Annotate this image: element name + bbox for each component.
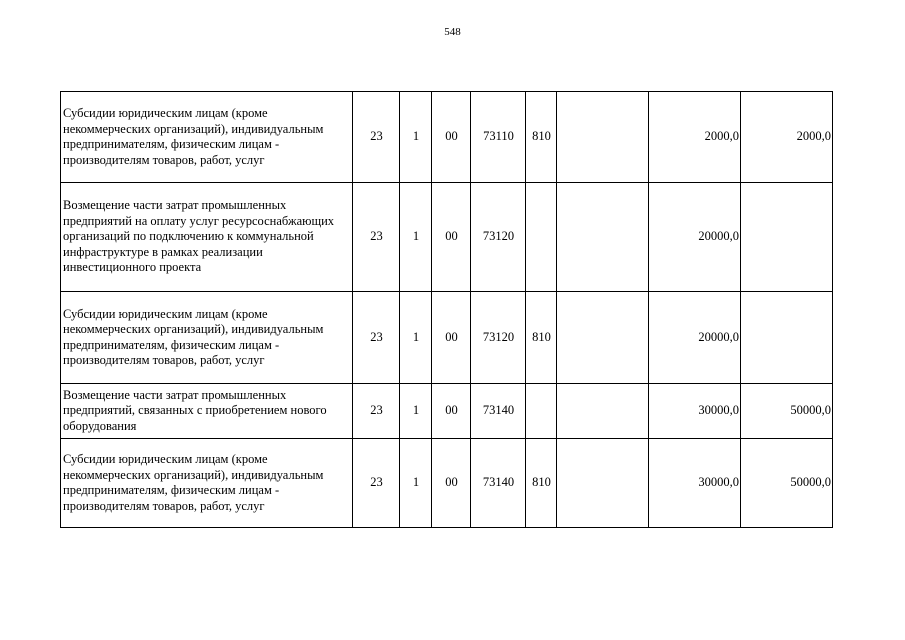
cell-amount-1 xyxy=(557,292,649,384)
table-row xyxy=(61,183,833,292)
row-description: Возмещение части затрат промышленных предприятий на оплату услуг ресурсоснабжающих организаций по подключению к коммунальной инфраструктуре в рамках реализации инвестиционного проекта xyxy=(61,183,353,292)
table-row xyxy=(61,92,833,183)
cell-expense-type: 810 xyxy=(526,439,557,528)
budget-table xyxy=(60,91,833,528)
table-row xyxy=(61,292,833,384)
table-row xyxy=(61,439,833,528)
cell-amount-1 xyxy=(557,439,649,528)
cell-subsection: 1 xyxy=(400,439,432,528)
cell-subsection: 1 xyxy=(400,384,432,439)
cell-amount-3: 50000,0 xyxy=(741,384,833,439)
cell-amount-2: 30000,0 xyxy=(649,439,741,528)
cell-program: 00 xyxy=(432,439,471,528)
row-description: Субсидии юридическим лицам (кроме некоммерческих организаций), индивидуальным предпринимателям, физическим лицам - производителям товаров, работ, услуг xyxy=(61,92,353,183)
cell-target-article: 73110 xyxy=(471,92,526,183)
cell-program: 00 xyxy=(432,92,471,183)
page-number: 548 xyxy=(444,26,461,38)
cell-amount-3: 50000,0 xyxy=(741,439,833,528)
cell-section: 23 xyxy=(353,292,400,384)
cell-amount-3 xyxy=(741,292,833,384)
cell-expense-type xyxy=(526,384,557,439)
cell-target-article: 73120 xyxy=(471,292,526,384)
row-description: Субсидии юридическим лицам (кроме некоммерческих организаций), индивидуальным предпринимателям, физическим лицам - производителям товаров, работ, услуг xyxy=(61,292,353,384)
table-row xyxy=(61,384,833,439)
cell-program: 00 xyxy=(432,292,471,384)
row-description: Возмещение части затрат промышленных предприятий, связанных с приобретением нового оборудования xyxy=(61,384,353,439)
cell-expense-type: 810 xyxy=(526,292,557,384)
cell-amount-2: 20000,0 xyxy=(649,183,741,292)
cell-section: 23 xyxy=(353,384,400,439)
cell-program: 00 xyxy=(432,384,471,439)
cell-amount-1 xyxy=(557,92,649,183)
cell-target-article: 73120 xyxy=(471,183,526,292)
cell-subsection: 1 xyxy=(400,292,432,384)
cell-target-article: 73140 xyxy=(471,439,526,528)
cell-program: 00 xyxy=(432,183,471,292)
cell-expense-type: 810 xyxy=(526,92,557,183)
cell-amount-2: 2000,0 xyxy=(649,92,741,183)
cell-amount-3 xyxy=(741,183,833,292)
cell-target-article: 73140 xyxy=(471,384,526,439)
cell-amount-1 xyxy=(557,183,649,292)
cell-expense-type xyxy=(526,183,557,292)
cell-section: 23 xyxy=(353,183,400,292)
cell-amount-2: 30000,0 xyxy=(649,384,741,439)
cell-amount-3: 2000,0 xyxy=(741,92,833,183)
cell-section: 23 xyxy=(353,439,400,528)
row-description: Субсидии юридическим лицам (кроме некоммерческих организаций), индивидуальным предпринимателям, физическим лицам - производителям товаров, работ, услуг xyxy=(61,439,353,528)
cell-section: 23 xyxy=(353,92,400,183)
cell-subsection: 1 xyxy=(400,183,432,292)
cell-subsection: 1 xyxy=(400,92,432,183)
cell-amount-2: 20000,0 xyxy=(649,292,741,384)
cell-amount-1 xyxy=(557,384,649,439)
